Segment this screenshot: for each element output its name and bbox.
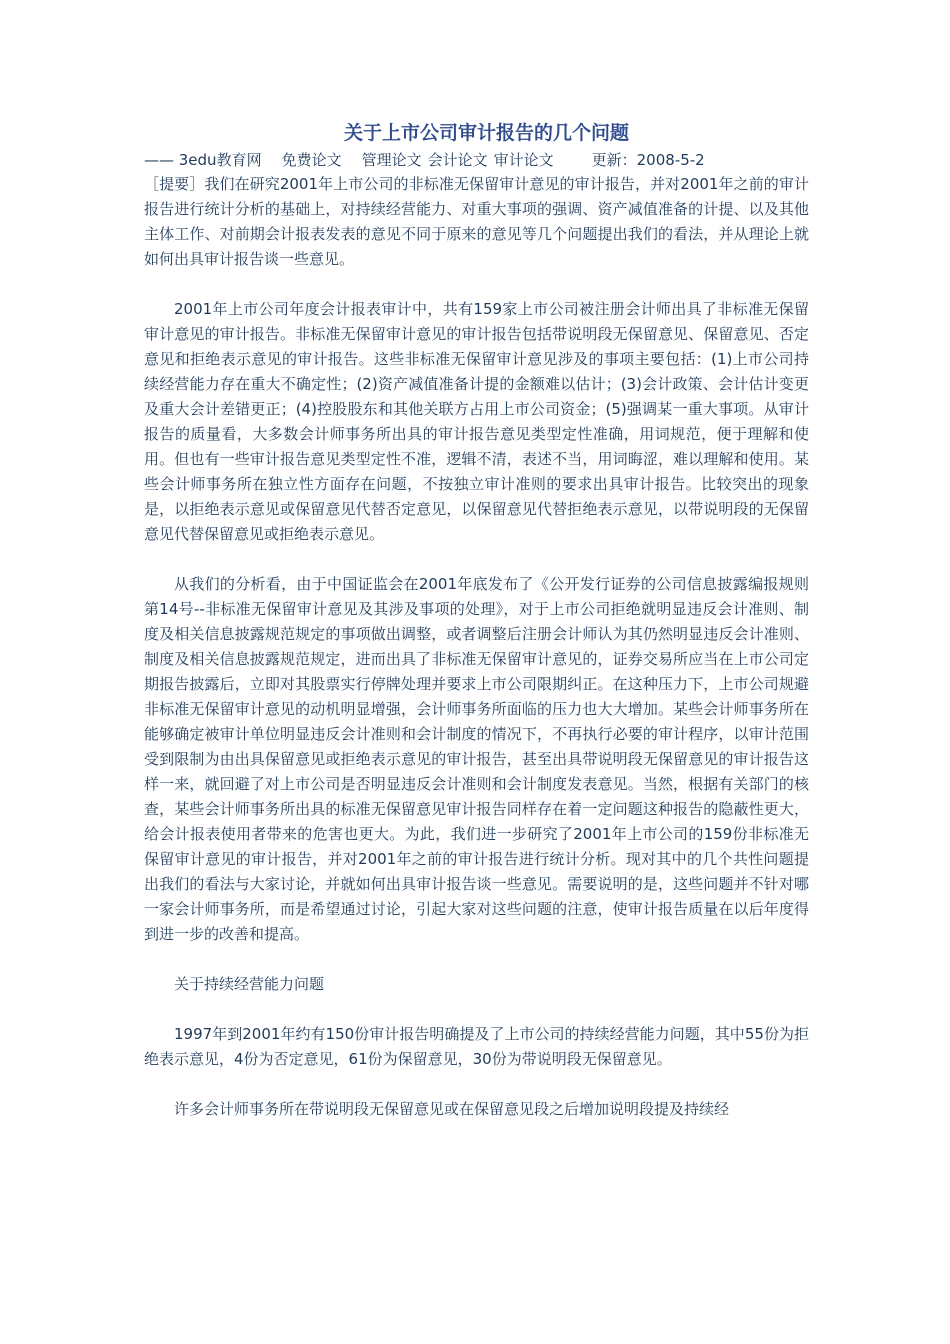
body-paragraph: 许多会计师事务所在带说明段无保留意见或在保留意见段之后增加说明段提及持续经 bbox=[174, 1100, 730, 1118]
abstract-paragraph: ［提要］我们在研究2001年上市公司的非标准无保留审计意见的审计报告，并对2001年之前的审计报告进行统计分析的基础上，对持续经营能力、对重大事项的强调、资产减值准备的计提、以及其他主体工作、对前期会计报表发表的意见不同于原来的意见等几个问题提出我们的看法，并从理论上就如何出具审计报告谈一些意见。 bbox=[144, 175, 809, 268]
byline-source: —— 3edu教育网 bbox=[144, 151, 262, 169]
document-title: 关于上市公司审计报告的几个问题 bbox=[343, 122, 629, 144]
byline-update-date: 更新：2008-5-2 bbox=[591, 151, 705, 169]
byline-category-accounting-papers: 会计论文 bbox=[427, 151, 488, 169]
body-paragraph: 从我们的分析看，由于中国证监会在2001年底发布了《公开发行证券的公司信息披露编报规则第14号--非标准无保留审计意见及其涉及事项的处理》，对于上市公司拒绝就明显违反会计准则、制度及相关信息披露规范规定的事项做出调整，或者调整后注册会计师认为其仍然明显违反会计准则、制度及相关信息披露规范规定，进而出具了非标准无保留审计意见的，证券交易所应当在上市公司定期报告披露后，立即对其股票实行停牌处理并要求上市公司限期纠正。在这种压力下，上市公司规避非标准无保留审计意见的动机明显增强，会计师事务所面临的压力也大大增加。某些会计师事务所在能够确定被审计单位明显违反会计准则和会计制度的情况下，不再执行必要的审计程序，以审计范围受到限制为由出具保留意见或拒绝表示意见的审计报告，甚至出具带说明段无保留意见的审计报告这样一来，就回避了对上市公司是否明显违反会计准则和会计制度发表意见。当然，根据有关部门的核查，某些会计师事务所出具的标准无保留意见审计报告同样存在着一定问题这种报告的隐蔽性更大，给会计报表使用者带来的危害也更大。为此，我们进一步研究了2001年上市公司的159份非标准无保留审计意见的审计报告，并对2001年之前的审计报告进行统计分析。现对其中的几个共性问题提出我们的看法与大家讨论，并就如何出具审计报告谈一些意见。需要说明的是，这些问题并不针对哪一家会计师事务所，而是希望通过讨论，引起大家对这些问题的注意，使审计报告质量在以后年度得到进一步的改善和提高。 bbox=[144, 575, 809, 943]
document-page bbox=[144, 118, 809, 1122]
byline-category-audit-papers: 审计论文 bbox=[493, 151, 554, 169]
byline bbox=[144, 148, 809, 172]
section-heading: 关于持续经营能力问题 bbox=[174, 975, 325, 993]
body-paragraph: 2001年上市公司年度会计报表审计中，共有159家上市公司被注册会计师出具了非标准无保留审计意见的审计报告。非标准无保留审计意见的审计报告包括带说明段无保留意见、保留意见、否定意见和拒绝表示意见的审计报告。这些非标准无保留审计意见涉及的事项主要包括：(1)上市公司持续经营能力存在重大不确定性；(2)资产减值准备计提的金额难以估计；(3)会计政策、会计估计变更及重大会计差错更正；(4)控股股东和其他关联方占用上市公司资金；(5)强调某一重大事项。从审计报告的质量看，大多数会计师事务所出具的审计报告意见类型定性准确，用词规范，便于理解和使用。但也有一些审计报告意见类型定性不准，逻辑不清，表述不当，用词晦涩，难以理解和使用。某些会计师事务所在独立性方面存在问题，不按独立审计准则的要求出具审计报告。比较突出的现象是，以拒绝表示意见或保留意见代替否定意见，以保留意见代替拒绝表示意见，以带说明段的无保留意见代替保留意见或拒绝表示意见。 bbox=[144, 300, 809, 543]
body-paragraph: 1997年到2001年约有150份审计报告明确提及了上市公司的持续经营能力问题，其中55份为拒绝表示意见，4份为否定意见，61份为保留意见，30份为带说明段无保留意见。 bbox=[144, 1025, 809, 1068]
byline-category-free-papers: 免费论文 bbox=[281, 151, 342, 169]
byline-category-management-papers: 管理论文 bbox=[361, 151, 422, 169]
